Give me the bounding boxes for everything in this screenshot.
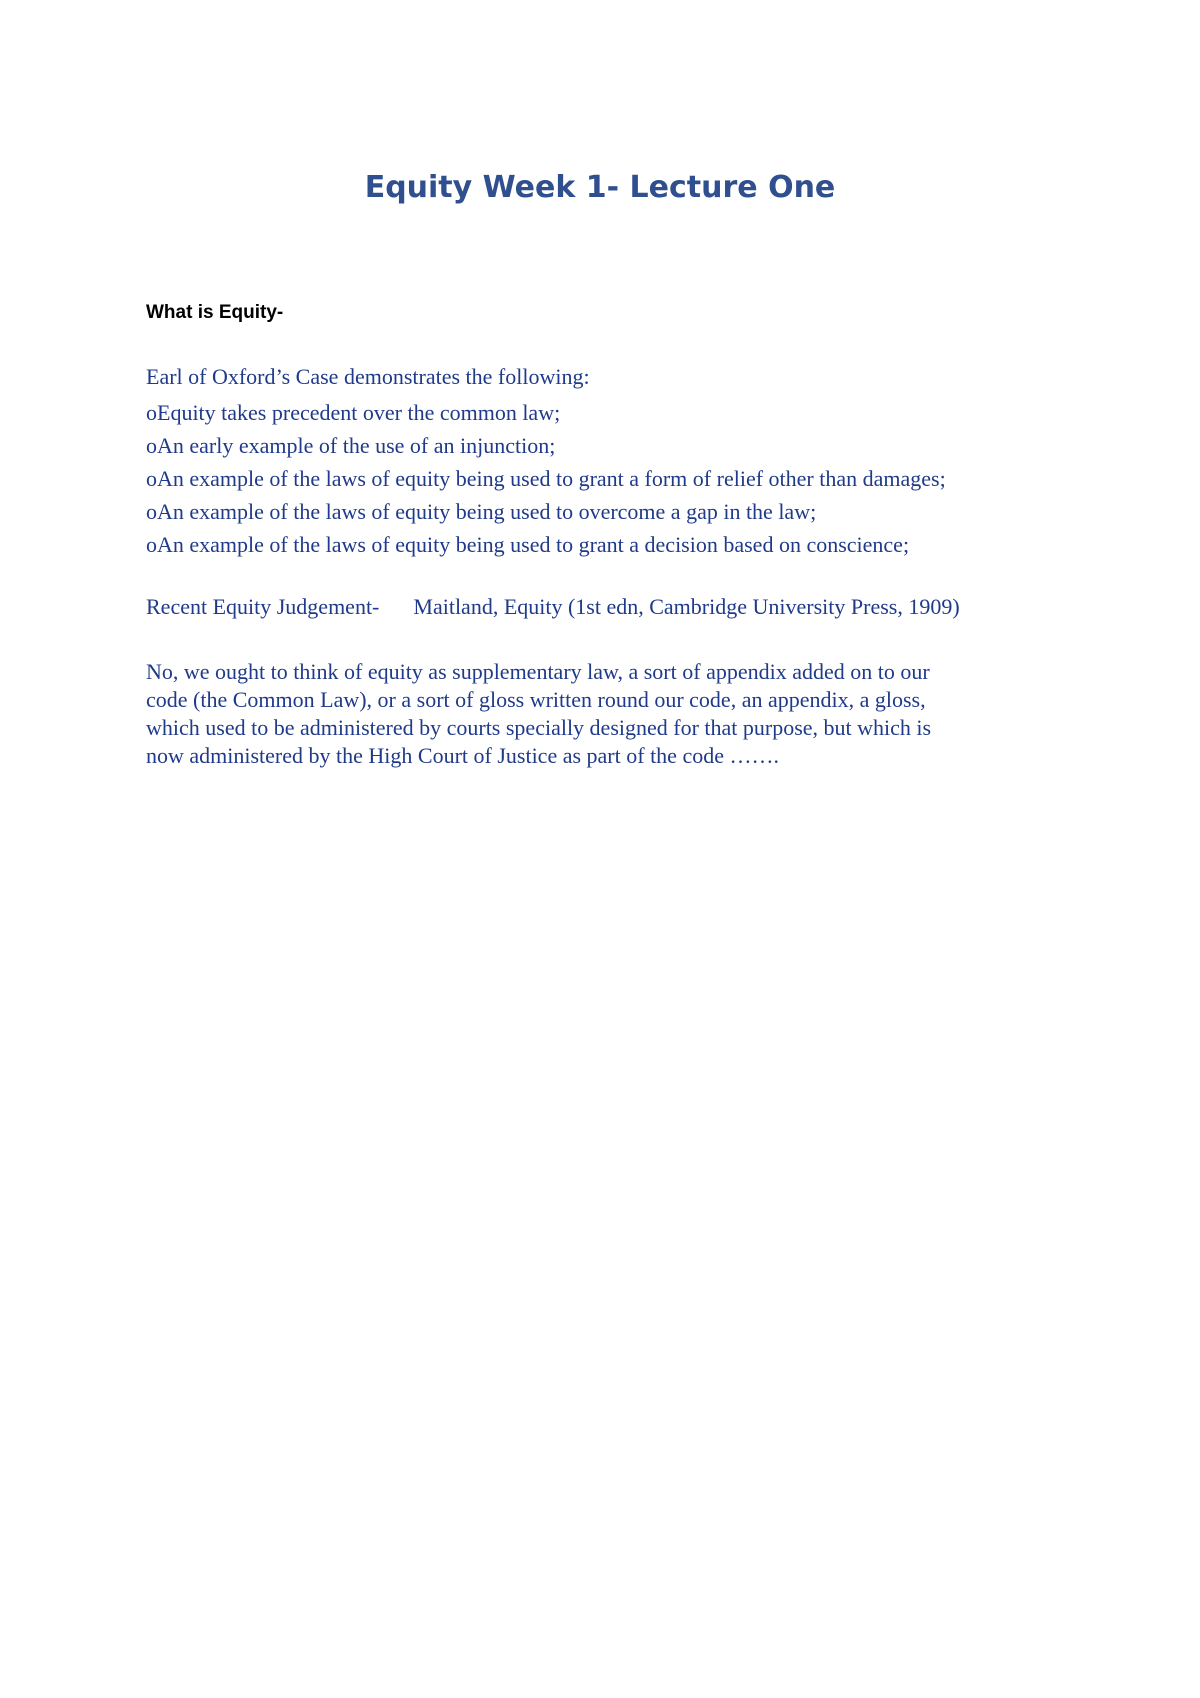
quote-line: No, we ought to think of equity as supplementary law, a sort of appendix added on to our [146, 659, 930, 684]
quote-paragraph [146, 658, 1046, 770]
list-item: oAn example of the laws of equity being used to overcome a gap in the law; [146, 499, 817, 524]
judgement-line [146, 593, 960, 621]
quote-line: code (the Common Law), or a sort of gloss written round our code, an appendix, a gloss, [146, 687, 926, 712]
quote-line: now administered by the High Court of Justice as part of the code ……. [146, 743, 779, 768]
list-item: oAn example of the laws of equity being used to grant a decision based on conscience; [146, 532, 910, 557]
bullet-list [146, 396, 946, 561]
intro-line: Earl of Oxford’s Case demonstrates the following: [146, 364, 590, 389]
quote-line: which used to be administered by courts specially designed for that purpose, but which is [146, 715, 932, 740]
judgement-reference: Maitland, Equity (1st edn, Cambridge University Press, 1909) [413, 594, 960, 619]
judgement-label: Recent Equity Judgement- [146, 594, 380, 619]
list-item: oAn example of the laws of equity being used to grant a form of relief other than damages; [146, 466, 946, 491]
list-item: oEquity takes precedent over the common law; [146, 400, 561, 425]
document-title: Equity Week 1- Lecture One [364, 170, 836, 205]
section-heading: What is Equity- [146, 302, 284, 323]
list-item: oAn early example of the use of an injunction; [146, 433, 556, 458]
